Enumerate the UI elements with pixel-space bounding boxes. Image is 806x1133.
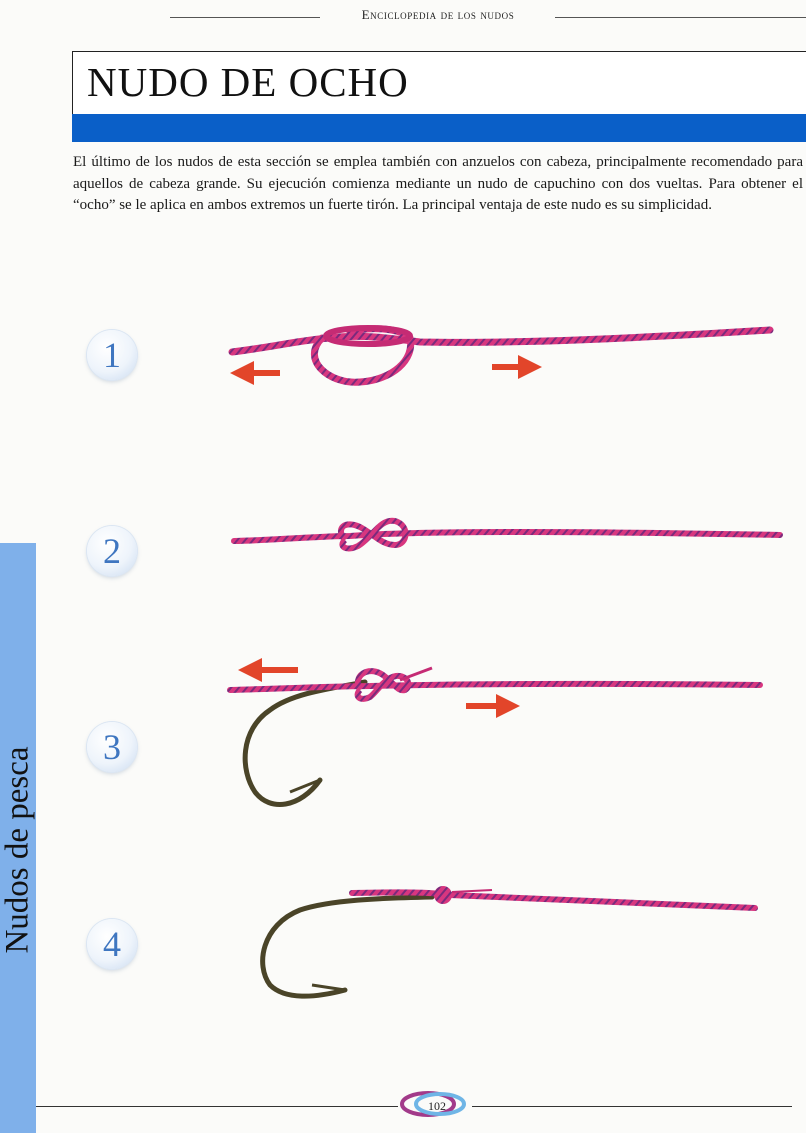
page-number: 102 xyxy=(428,1099,446,1113)
running-header: Enciclopedia de los nudos xyxy=(361,7,515,22)
knot-step-4 xyxy=(434,886,452,904)
footer-rule-left xyxy=(36,1106,398,1107)
page-title: NUDO DE OCHO xyxy=(87,59,409,105)
step-badge-4: 4 xyxy=(87,919,137,969)
intro-paragraph: El último de los nudos de esta sección se emplea también con anzuelos con cabeza, principalmente recomendado para aquellos de cabeza grande. Su ejecución comienza mediante un nudo de capuchino con dos vueltas. Para obtener el “ocho” se le aplica en ambos extremos un fuerte tirón. La principal ventaja de este nudo es su simplicidad. xyxy=(73,154,803,213)
footer-rule-right xyxy=(472,1106,792,1107)
hook-step-4 xyxy=(263,897,432,996)
step-badge-3: 3 xyxy=(87,722,137,772)
step-4-illustration xyxy=(263,886,755,996)
rope-step-4 xyxy=(352,892,755,908)
rope-step-2 xyxy=(234,532,780,541)
step-1-illustration xyxy=(232,328,770,382)
step-3-illustration xyxy=(230,668,760,805)
tag-end-step-3 xyxy=(400,668,432,680)
tag-end-step-4 xyxy=(452,890,492,892)
rope-step-3 xyxy=(230,684,760,690)
step-badge-2: 2 xyxy=(87,526,137,576)
section-label: Nudos de pesca xyxy=(0,746,36,954)
step-2-illustration xyxy=(234,521,780,549)
hook-barb-step-4 xyxy=(312,985,345,990)
step-badge-1: 1 xyxy=(87,330,137,380)
